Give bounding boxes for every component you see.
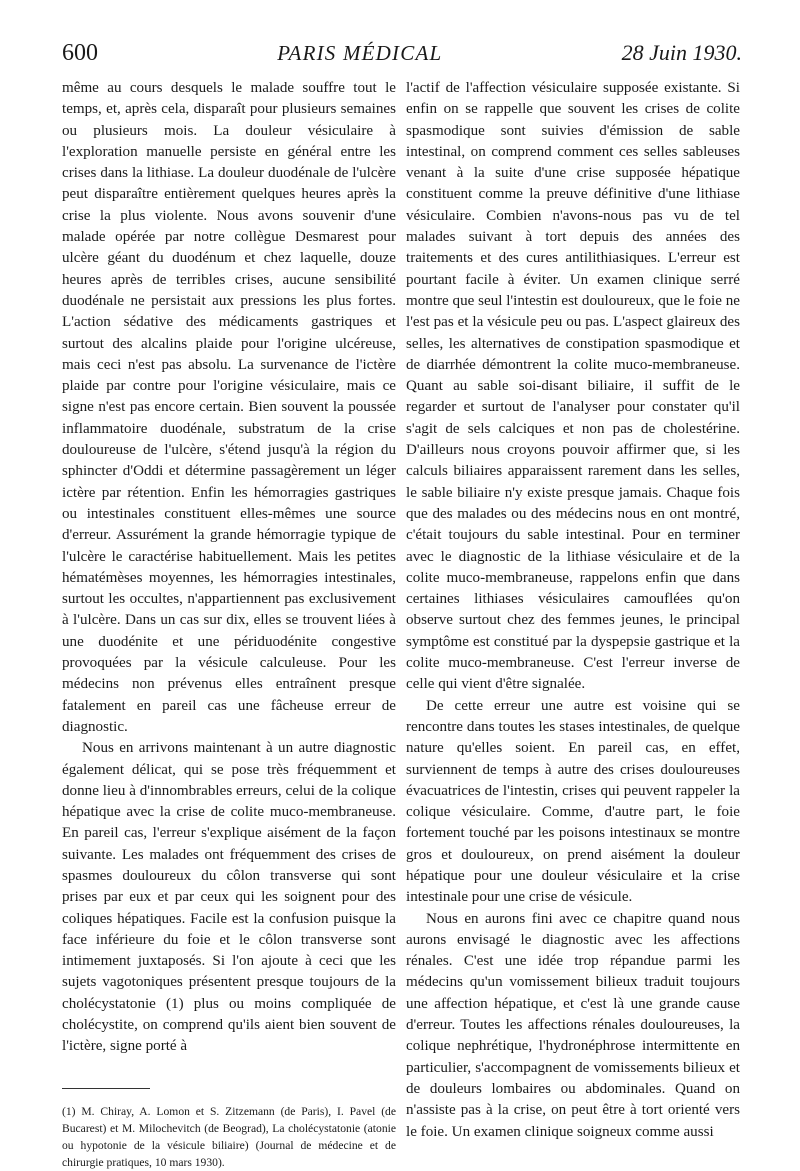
left-paragraph-1: même au cours desquels le malade souffre tout le temps, et, après cela, disparaît pour plusieurs semaines ou plusieurs mois. La douleur vésiculaire à l'exploration manuelle persiste en général entre les crises dans la lithiase. La douleur duodénale de l'ulcère peut disparaître entièrement quelques heures après la crise la plus violente. Nous avons souvenir d'une malade opérée par notre collègue Desmarest pour ulcère géant du duodénum et chez laquelle, douze heures après de terribles crises, aucune sensibilité duodénale ne persistait aux pressions les plus fortes. L'action sédative des médicaments gastriques et surtout des alcalins plaide pour l'origine ulcéreuse, mais ceci n'est pas absolu. La survenance de l'ictère plaide par contre pour l'origine vésiculaire, mais ce signe n'est pas encore certain. Bien souvent la poussée inflammatoire duodénale, substratum de la crise douloureuse de l'ulcère, s'étend jusqu'à la région du sphincter d'Oddi et détermine passagèrement un léger ictère par rétention. Enfin les hémorragies gastriques ou intestinales constituent elles-mêmes une source d'erreur. Assurément la grande hémorragie typique de l'ulcère le caractérise habituellement. Mais les petites hématémèses moyennes, les hémorragies intestinales, surtout les occultes, n'appartiennent pas exclusivement à l'ulcère. Dans un cas sur dix, elles se trouvent liées à une duodénite et une périduodénite congestive provoquées par la vésicule calculeuse. Pour les médecins non prévenus elles entraînent presque fatalement en pareil cas une fâcheuse erreur de diagnostic. xyxy=(62,80,396,735)
running-title: PARIS MÉDICAL xyxy=(277,41,443,65)
left-column xyxy=(62,78,396,1169)
right-paragraph-1: l'actif de l'affection vésiculaire supposée existante. Si enfin on se rappelle que souvent les crises de colite spasmodique sont suivies d'émission de sable intestinal, on comprend comment ces selles sableuses venant à la suite d'une crise supposée hépatique constituent comme la preuve définitive d'une lithiase vésiculaire. Combien n'avons-nous pas vu de tel malades suivant à tort depuis des années des traitements et des cures antilithiasiques. L'erreur est pourtant facile à éviter. Un examen clinique serré montre que seul l'intestin est douloureux, que le foie ne l'est pas et la vésicule peu ou pas. L'aspect glaireux des selles, les alternatives de constipation spasmodique et de diarrhée démontrent la colite muco-membraneuse. Quant au sable soi-disant biliaire, il suffit de le regarder et surtout de l'analyser pour constater qu'il s'agit de sels calciques et non pas de cholestérine. D'ailleurs nous croyons pouvoir affirmer que, si les calculs biliaires apparaissent rarement dans les selles, le sable biliaire n'y existe presque jamais. Chaque fois que des malades ou des médecins nous en ont montré, c'était toujours du sable intestinal. Pour en terminer avec le diagnostic de la lithiase vésiculaire et de la colite muco-membraneuse, rappelons enfin que dans certaines lithiases vésiculaires camouflées qu'on observe surtout chez des femmes jeunes, le principal symptôme est constitué par la dyspepsie gastrique et la colite muco-membraneuse. C'est l'erreur inverse de celle qui vient d'être signalée. xyxy=(406,80,740,693)
right-paragraph-3: Nous en aurons fini avec ce chapitre quand nous aurons envisagé le diagnostic avec les affections rénales. C'est une idée trop répandue parmi les médecins qu'un vomissement bilieux traduit toujours une affection hépatique, et c'est là une grande cause d'erreur. Toutes les affections rénales douloureuses, la colique nephrétique, l'hydronéphrose intermittente en particulier, s'accompagnent de vomissements bilieux et de douleurs lombaires ou abdominales. Quand on n'assiste pas à la crise, on peut être à tort orienté vers le foie. Un examen clinique soigneux comme aussi xyxy=(406,910,740,1140)
footnote-rule xyxy=(62,1088,150,1089)
left-paragraph-2: Nous en arrivons maintenant à un autre diagnostic également délicat, qui se pose très fréquemment et donne lieu à d'innombrables erreurs, celui de la colique hépatique avec la crise de colite muco-membraneuse. En pareil cas, l'erreur s'explique aisément de la façon suivante. Les malades ont fréquemment des crises de spasmes douloureux du côlon transverse qui sont prises par eux et par ceux qui les soignent pour des coliques hépatiques. Facile est la confusion puisque la face inférieure du foie et le côlon transverse sont intimement juxtaposés. Si l'on ajoute à ceci que les sujets vagotoniques présentent presque toujours de la cholécystatonie (1) plus ou moins compliquée de cholécystite, on comprend qu'ils aient bien souvent de l'ictère, signe porté à xyxy=(62,740,396,1055)
header-date: 28 Juin 1930. xyxy=(621,40,742,65)
page-header xyxy=(62,40,742,74)
page-number: 600 xyxy=(62,40,98,66)
right-paragraph-2: De cette erreur une autre est voisine qui se rencontre dans toutes les stases intestinales, de quelque nature qu'elles soient. En pareil cas, en effet, surviennent de temps à autre des crises douloureuses évacuatrices de l'intestin, crises qui peuvent rappeler la colique vésiculaire. Comme, d'autre part, le foie fortement touché par les poisons intestinaux se montre gros et douloureux, on prend aisément la douleur hépatique pour une douleur vésiculaire et la crise intestinale pour une crise de vésicule. xyxy=(406,697,740,906)
footnote: (1) M. Chiray, A. Lomon et S. Zitzemann (de Paris), I. Pavel (de Bucarest) et M. Milochevitch (de Beograd), La cholécystatonie (atonie ou hypotonie de la vésicule biliaire) (Journal de médecine et de chirurgie pratiques, 10 mars 1930). xyxy=(62,1104,396,1169)
right-column xyxy=(406,78,740,1138)
